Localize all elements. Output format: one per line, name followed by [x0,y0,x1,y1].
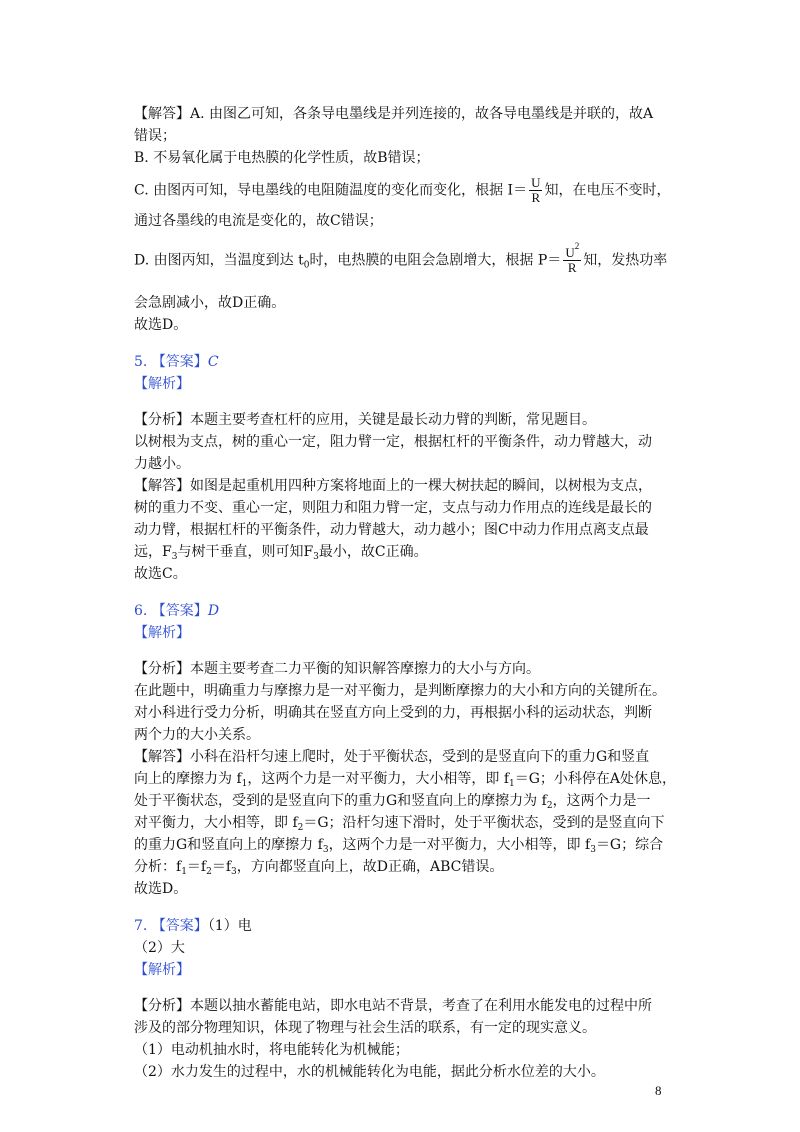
q5-line-2: 以树根为支点，树的重心一定，阻力臂一定，根据杠杆的平衡条件，动力臂越大，动 [134,434,652,450]
q7-answer-line: 7. 【答案】（1）电 [134,918,252,934]
q6-answer-line: 6. 【答案】D [134,603,220,619]
q5-line-4: 【解答】如图是起重机用四种方案将地面上的一棵大树扶起的瞬间，以树根为支点， [134,478,652,494]
q6-line-3: 对小科进行受力分析，明确其在竖直方向上受到的力，再根据小科的运动状态，判断 [134,705,652,721]
q5-line-1: 【分析】本题主要考查杠杆的应用，关键是最长动力臂的判断，常见题目。 [134,412,596,428]
q4-solution-line-3: B. 不易氧化属于电热膜的化学性质，故B错误； [134,150,430,166]
q5-line-3: 力越小。 [134,456,190,472]
q5-line-5: 树的重力不变、重心一定，则阻力和阻力臂一定，支点与动力作用点的连线是最长的 [134,500,652,516]
q7-answer-2: （2）大 [134,940,185,956]
q7-answer-1: （1）电 [207,918,252,934]
q7-jiexi: 【解析】 [134,962,190,978]
q5-answer: C [207,354,219,370]
page-number: 8 [655,1083,662,1098]
q5-line-6: 动力臂，根据杠杆的平衡条件，动力臂越大，动力越小；图C中动力作用点离支点最 [134,522,649,538]
q4-solution-line-8: 故选D。 [134,317,188,333]
q6-jiexi: 【解析】 [134,625,190,641]
q4-solution-line-6: D. 由图丙知，当温度到达 $t_0$时，电热膜的电阻会急剧增大，根据 P＝ $\frac{U^2}{R}$ 知，发热功率 [134,241,668,275]
q7-line-2: 涉及的部分物理知识，体现了物理与社会生活的联系，有一定的现实意义。 [134,1020,596,1036]
q6-line-8: 对平衡力，大小相等，即 $f_2=G$；沿杆匀速下滑时，处于平衡状态，受到的是竖直向下 [134,815,665,833]
q6-line-11: 故选D。 [134,881,188,897]
q4-solution-line-2: 错误； [134,128,176,144]
q4-solution-line-7: 会急剧减小，故D正确。 [134,295,286,311]
q5-jiexi: 【解析】 [134,376,190,392]
q6-line-10: 分析：$f_1=f_2=f_3$，方向都竖直向上，故D正确，ABC错误。 [134,859,504,877]
q7-line-3: （1）电动机抽水时，将电能转化为机械能； [134,1042,409,1058]
q6-line-1: 【分析】本题主要考查二力平衡的知识解答摩擦力的大小与方向。 [134,661,540,677]
q5-line-7: 远，$F_3$与树干垂直，则可知$F_3$最小，故C正确。 [134,544,428,562]
q5-answer-line: 5. 【答案】C [134,354,219,370]
q5-line-8: 故选C。 [134,566,187,582]
q6-answer: D [207,603,220,619]
fraction-u-over-r: $\frac{U}{R}$ [531,175,541,205]
q4-solution-line-4: C. 由图丙可知，导电墨线的电阻随温度的变化而变化，根据 I＝ $\frac{U}{R}$ 知，在电压不变时， [134,175,671,205]
q7-line-4: （2）水力发生的过程中，水的机械能转化为电能，据此分析水位差的大小。 [134,1064,605,1080]
q6-line-7: 处于平衡状态，受到的是竖直向下的重力G和竖直向上的摩擦力为 $f_2$，这两个力是一 [134,793,651,811]
q4-solution-line-1: 【解答】A. 由图乙可知，各条导电墨线是并列连接的，故各导电墨线是并联的，故A [134,106,654,122]
q6-line-6: 向上的摩擦力为 $f_1$，这两个力是一对平衡力，大小相等，即 $f_1=G$；小科停在A处休息， [134,771,677,789]
q7-line-1: 【分析】本题以抽水蓄能电站，即水电站不背景，考查了在利用水能发电的过程中所 [134,998,652,1014]
q4-solution-line-5: 通过各墨线的电流是变化的，故C错误； [134,213,383,229]
fraction-u2-over-r: $\frac{U^2}{R}$ [565,241,580,275]
q6-line-9: 的重力G和竖直向上的摩擦力 $f_3$，这两个力是一对平衡力，大小相等，即 $f_3=G$；综合 [134,837,664,855]
q6-line-2: 在此题中，明确重力与摩擦力是一对平衡力，是判断摩擦力的大小和方向的关键所在。 [134,683,666,699]
q6-line-4: 两个力的大小关系。 [134,727,260,743]
q6-line-5: 【解答】小科在沿杆匀速上爬时，处于平衡状态，受到的是竖直向下的重力G和竖直 [134,749,650,765]
